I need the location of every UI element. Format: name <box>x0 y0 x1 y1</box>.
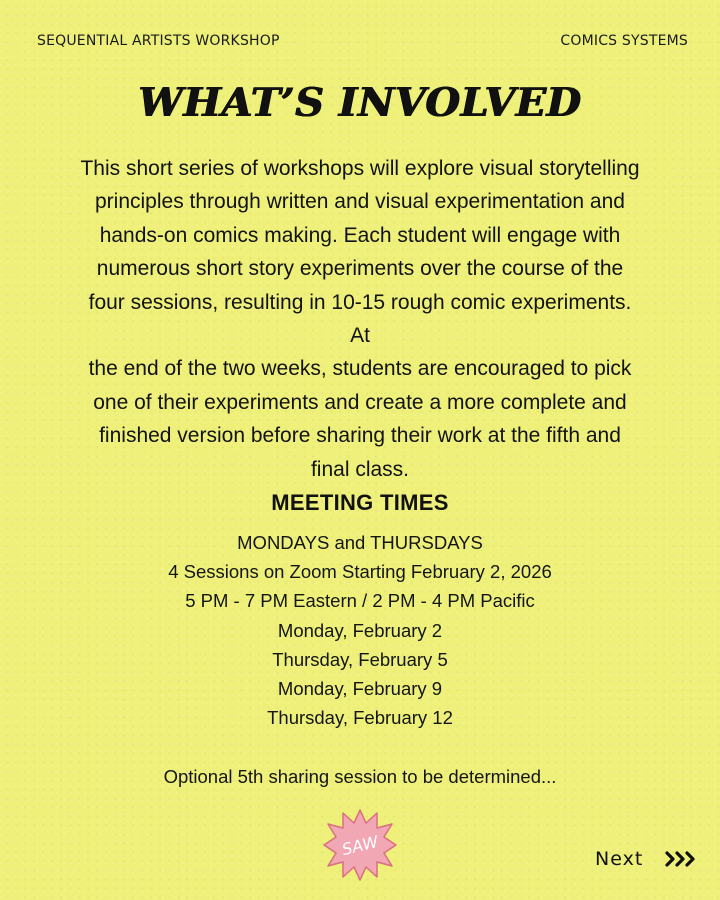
optional-session-note: Optional 5th sharing session to be determined... <box>163 766 557 787</box>
intro-line: This short series of workshops will explore visual storytelling <box>80 157 640 180</box>
intro-line: four sessions, resulting in 10-15 rough comic experiments. At <box>88 290 632 348</box>
intro-line: hands-on comics making. Each student will engage with <box>99 223 621 247</box>
meeting-times-section <box>0 488 720 732</box>
triple-chevron-right-icon <box>665 850 699 868</box>
page-title: WHAT’S INVOLVED <box>138 80 582 126</box>
intro-line: the end of the two weeks, students are encouraged to pick <box>88 357 632 381</box>
meeting-times-heading: MEETING TIMES <box>271 490 449 515</box>
intro-line: numerous short story experiments over the course of the <box>96 257 624 281</box>
intro-line: one of their experiments and create a more complete and <box>93 390 627 414</box>
meeting-date: Monday, February 9 <box>277 678 443 700</box>
meeting-session-summary: 4 Sessions on Zoom Starting February 2, 2026 <box>168 561 552 583</box>
saw-starburst-logo <box>323 808 397 882</box>
page-header <box>37 33 688 49</box>
intro-line: final class. <box>310 457 410 481</box>
intro-line: principles through written and visual experimentation and <box>95 190 625 214</box>
meeting-days: MONDAYS and THURSDAYS <box>237 532 483 553</box>
intro-paragraph <box>78 152 642 486</box>
meeting-date: Thursday, February 5 <box>272 648 448 670</box>
program-name: COMICS SYSTEMS <box>560 33 688 49</box>
saw-logo-text: SAW <box>340 831 381 860</box>
meeting-date: Thursday, February 12 <box>267 707 453 729</box>
next-button[interactable] <box>595 848 699 870</box>
intro-line: finished version before sharing their work at the fifth and <box>99 424 621 448</box>
meeting-date: Monday, February 2 <box>277 619 443 641</box>
meeting-time-range: 5 PM - 7 PM Eastern / 2 PM - 4 PM Pacific <box>185 590 535 612</box>
organization-name: SEQUENTIAL ARTISTS WORKSHOP <box>37 33 280 49</box>
next-label: Next <box>595 848 644 870</box>
